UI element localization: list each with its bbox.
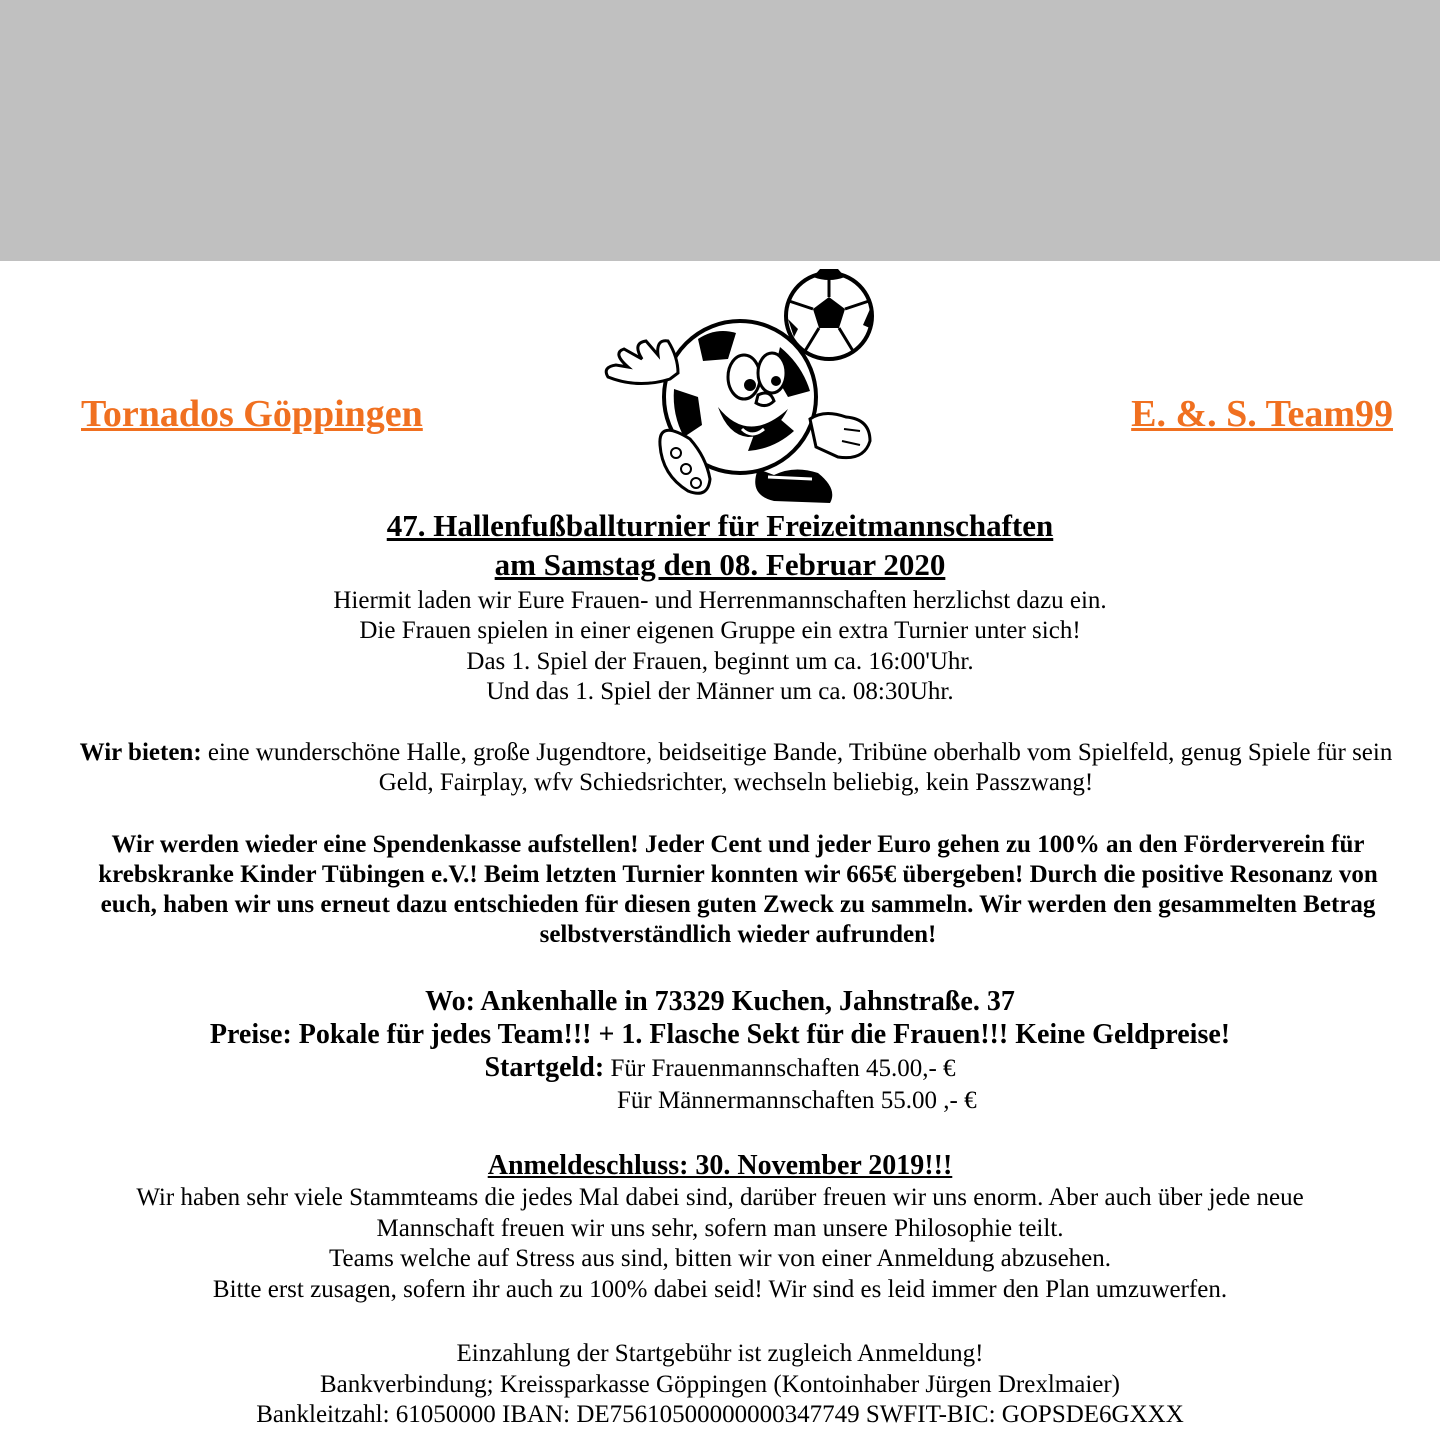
team-link-tornados[interactable]: Tornados Göppingen	[81, 393, 423, 435]
fees-label: Startgeld:	[484, 1052, 605, 1083]
payment-line: Bankleitzahl: 61050000 IBAN: DE75610500000000347749 SWFIT-BIC: GOPSDE6GXXX	[256, 1401, 1184, 1428]
prizes-line: Preise: Pokale für jedes Team!!! + 1. Flasche Sekt für die Frauen!!! Keine Geldpreise!	[209, 1019, 1231, 1050]
team-link-es-team99[interactable]: E. &. S. Team99	[1131, 393, 1393, 435]
flyer-page	[0, 261, 1440, 1440]
teams-note-line: Wir haben sehr viele Stammteams die jedes Mal dabei sind, darüber freuen wir uns enorm. Aber auch über jede neue	[136, 1184, 1304, 1211]
teams-note-line: Bitte erst zusagen, sofern ihr auch zu 100% dabei seid! Wir sind es leid immer den Plan umzuwerfen.	[212, 1276, 1228, 1303]
fees-women-line	[0, 1053, 1440, 1084]
payment-line: Einzahlung der Startgebühr ist zugleich Anmeldung!	[456, 1340, 984, 1367]
top-gray-band	[0, 0, 1440, 261]
fees-men: Für Männermannschaften 55.00 ,- €	[617, 1087, 977, 1114]
intro-line: Und das 1. Spiel der Männer um ca. 08:30Uhr.	[486, 678, 954, 705]
fees-women: Für Frauenmannschaften 45.00,- €	[604, 1055, 956, 1082]
offer-paragraph	[78, 738, 1394, 798]
payment-line: Bankverbindung; Kreissparkasse Göppingen (Kontoinhaber Jürgen Drexlmaier)	[319, 1371, 1121, 1398]
donation-paragraph: Wir werden wieder eine Spendenkasse aufstellen! Jeder Cent und jeder Euro gehen zu 100% an den Förderverein für krebskranke Kinder Tübingen e.V.! Beim letzten Turnier konnten wir 665€ übergeben! Durch die positive Resonanz von euch, haben wir uns erneut dazu entschieden für diesen guten Zweck zu sammeln. Wir werden den gesammelten Betrag selbstverständlich wieder aufrunden!	[98, 831, 1378, 948]
teams-note-line: Teams welche auf Stress aus sind, bitten wir von einer Anmeldung abzusehen.	[328, 1245, 1112, 1272]
teams-note-line: Mannschaft freuen wir uns sehr, sofern man unsere Philosophie teilt.	[376, 1215, 1064, 1242]
deadline-line: Anmeldeschluss: 30. November 2019!!!	[487, 1150, 953, 1181]
intro-line: Das 1. Spiel der Frauen, beginnt um ca. 16:00'Uhr.	[466, 648, 974, 675]
offer-text: eine wunderschöne Halle, große Jugendtore, beidseitige Bande, Tribüne oberhalb vom Spielfeld, genug Spiele für sein Geld, Fairplay, wfv Schiedsrichter, wechseln beliebig, kein Passzwang!	[201, 739, 1393, 796]
intro-line: Hiermit laden wir Eure Frauen- und Herrenmannschaften herzlichst dazu ein.	[333, 587, 1107, 614]
title-line-2: am Samstag den 08. Februar 2020	[494, 547, 946, 582]
offer-label: Wir bieten:	[79, 739, 202, 766]
title-line-1: 47. Hallenfußballturnier für Freizeitmannschaften	[386, 508, 1054, 543]
location-line: Wo: Ankenhalle in 73329 Kuchen, Jahnstraße. 37	[425, 986, 1015, 1017]
soccer-ball-mascot-icon	[598, 269, 880, 505]
small-ball-icon	[786, 269, 872, 359]
intro-line: Die Frauen spielen in einer eigenen Gruppe ein extra Turnier unter sich!	[359, 617, 1081, 644]
